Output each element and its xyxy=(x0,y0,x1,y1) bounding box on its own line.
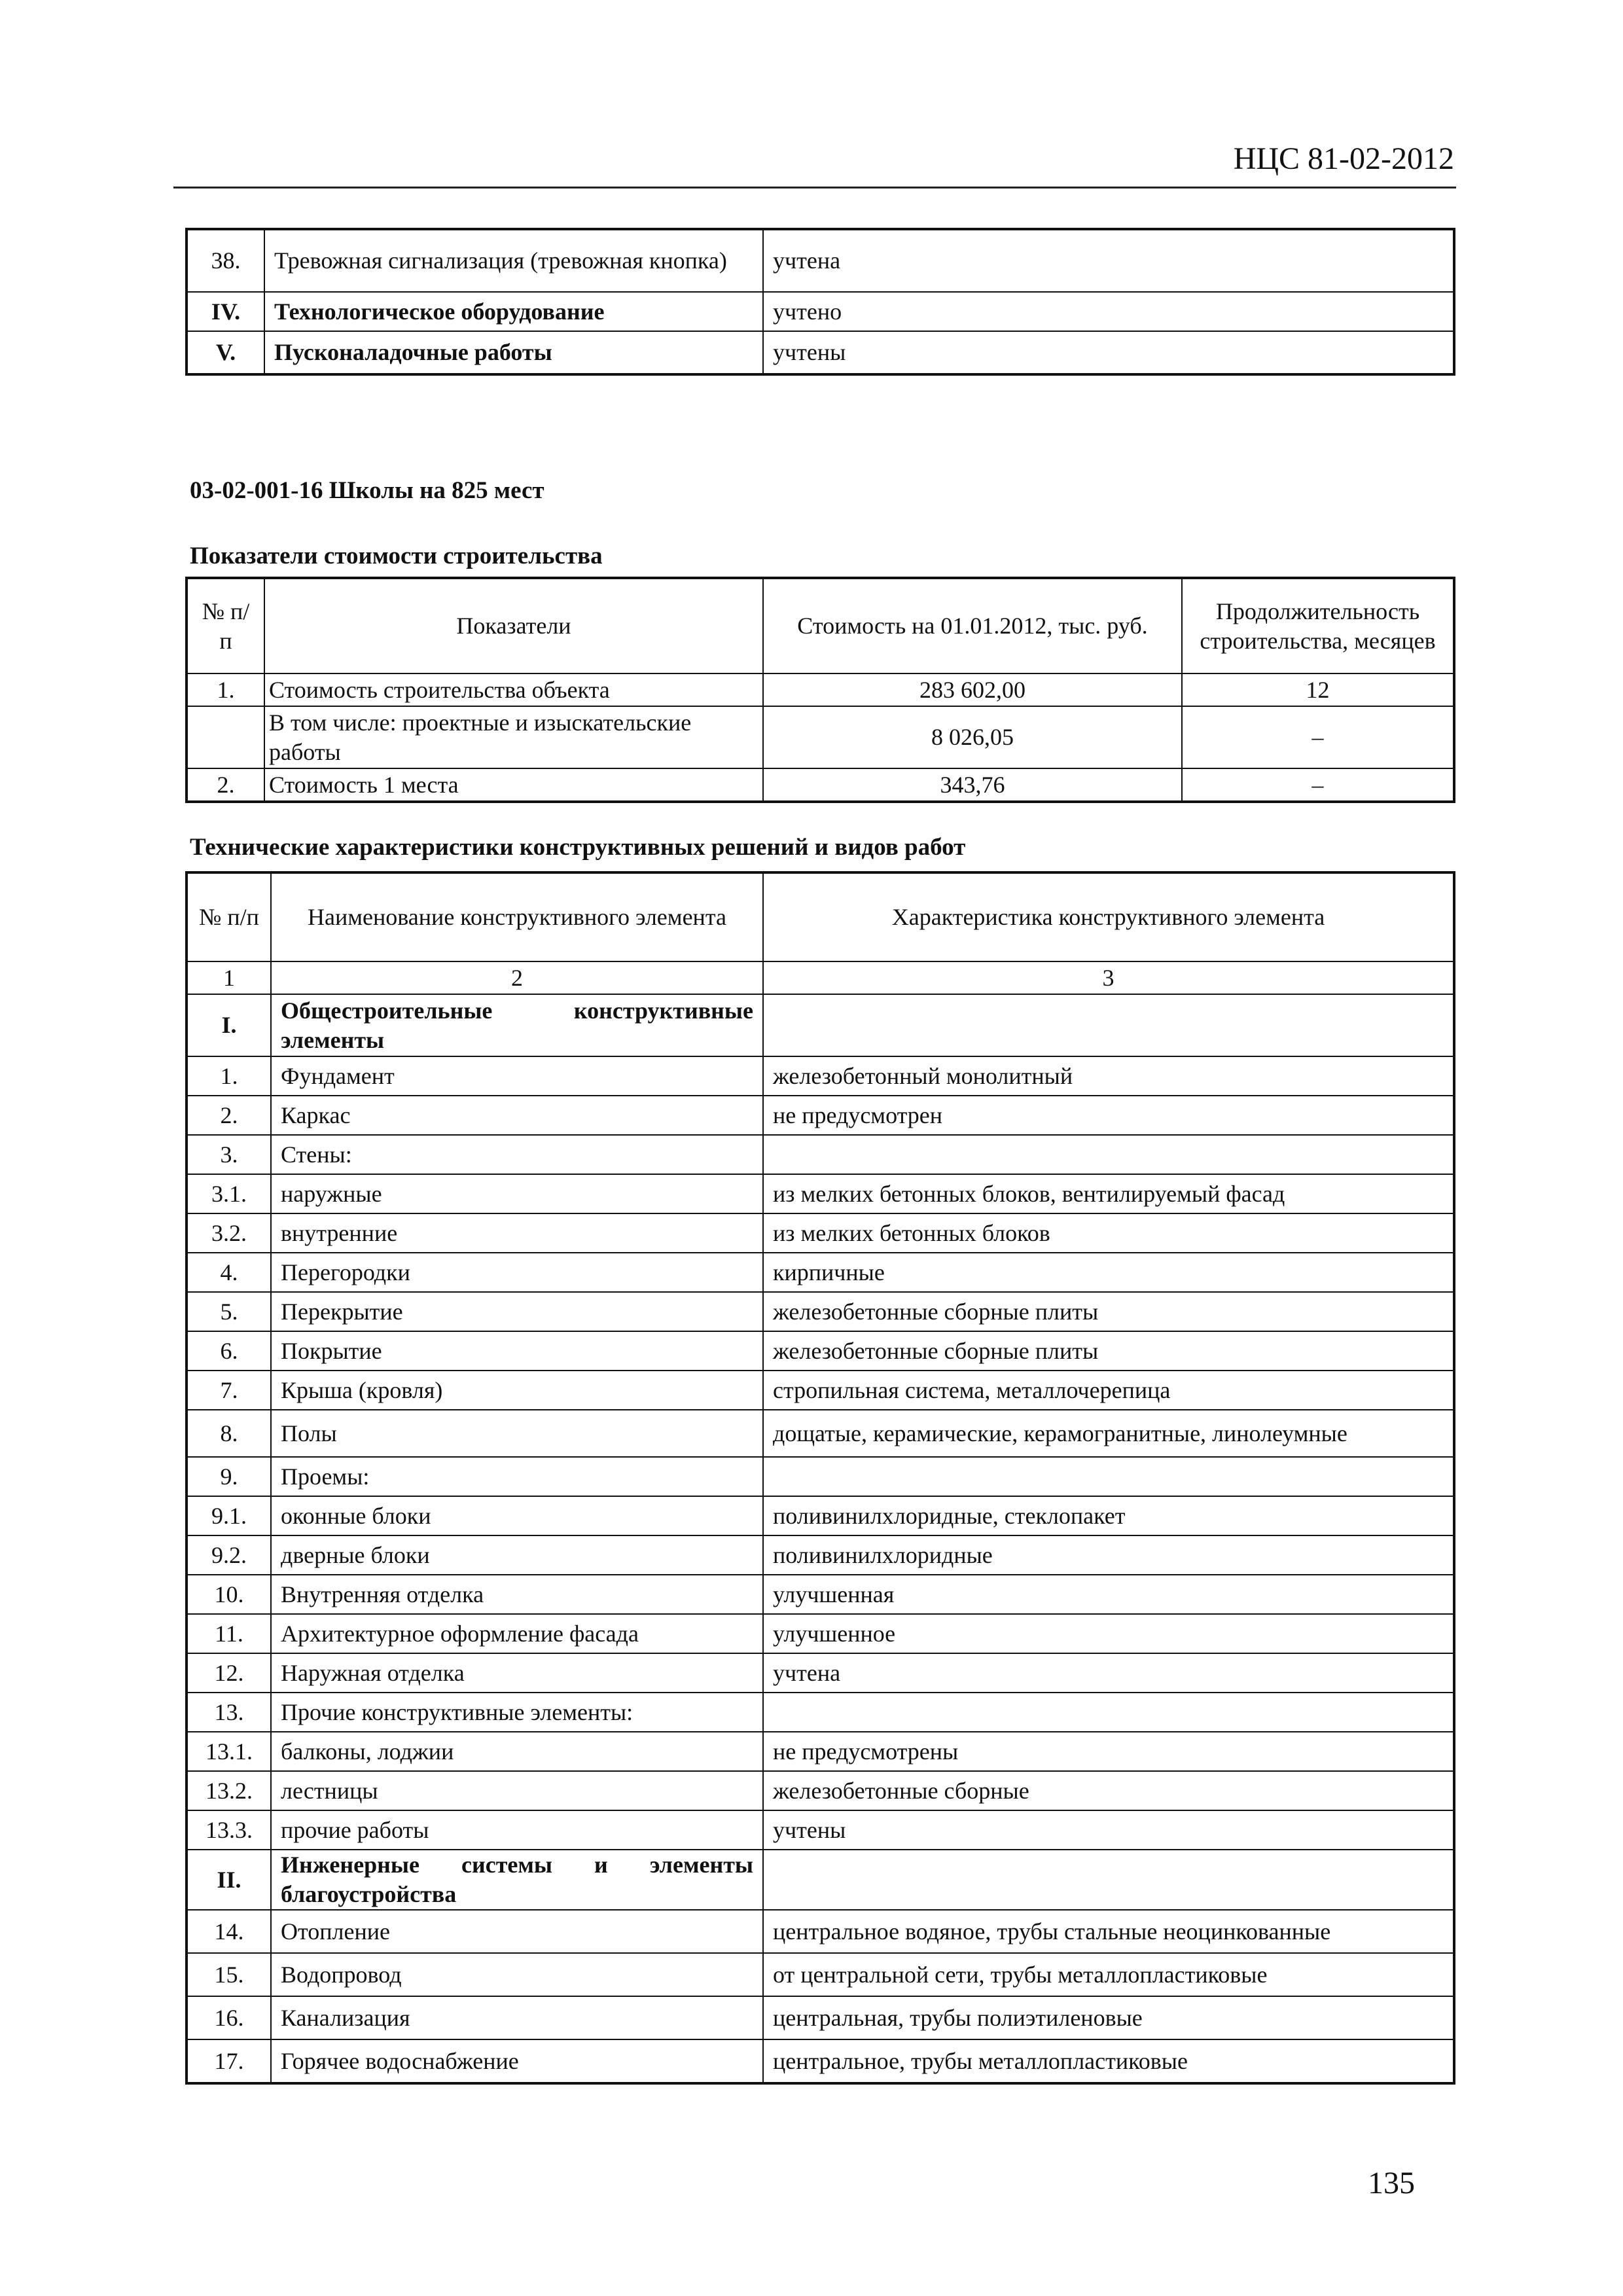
column-number-row xyxy=(187,961,1454,994)
row-characteristic: дощатые, керамические, керамогранитные, линолеумные xyxy=(763,1410,1454,1457)
table-row xyxy=(187,994,1454,1056)
row-characteristic xyxy=(763,1135,1454,1174)
row-number: V. xyxy=(187,331,264,374)
table-row xyxy=(187,1213,1454,1253)
table-header-row xyxy=(187,579,1454,673)
row-name: Горячее водоснабжение xyxy=(271,2039,763,2083)
row-cost: 343,76 xyxy=(763,768,1182,801)
table-row xyxy=(187,1996,1454,2039)
section-title: 03-02-001-16 Школы на 825 мест xyxy=(190,477,544,504)
row-name: Стены: xyxy=(271,1135,763,1174)
row-characteristic xyxy=(763,1850,1454,1910)
row-characteristic xyxy=(763,1693,1454,1732)
row-number: 17. xyxy=(187,2039,271,2083)
row-number: 9.2. xyxy=(187,1535,271,1575)
tech-table-heading: Технические характеристики конструктивных решений и видов работ xyxy=(190,834,966,861)
table-row xyxy=(187,1331,1454,1371)
row-number: 13. xyxy=(187,1693,271,1732)
row-number: 6. xyxy=(187,1331,271,1371)
column-number: 3 xyxy=(763,961,1454,994)
row-name: Полы xyxy=(271,1410,763,1457)
table-row xyxy=(187,1292,1454,1331)
header-rule xyxy=(173,187,1456,188)
row-name: Архитектурное оформление фасада xyxy=(271,1614,763,1653)
row-number: 13.3. xyxy=(187,1810,271,1850)
cost-table-heading: Показатели стоимости строительства xyxy=(190,543,603,569)
row-number: 14. xyxy=(187,1910,271,1953)
row-number: 13.2. xyxy=(187,1771,271,1810)
table-row xyxy=(187,1056,1454,1096)
row-value: учтено xyxy=(763,292,1454,331)
row-characteristic: улучшенная xyxy=(763,1575,1454,1614)
tech-table-body xyxy=(187,994,1454,2083)
table-row xyxy=(187,1253,1454,1292)
column-number: 1 xyxy=(187,961,271,994)
table-row xyxy=(187,1457,1454,1496)
table-row xyxy=(187,2039,1454,2083)
row-characteristic: учтена xyxy=(763,1653,1454,1693)
row-number: 9.1. xyxy=(187,1496,271,1535)
header-num: № п/п xyxy=(187,873,271,961)
row-characteristic: из мелких бетонных блоков, вентилируемый фасад xyxy=(763,1174,1454,1213)
table-row xyxy=(187,1693,1454,1732)
table-header-row xyxy=(187,873,1454,961)
continued-table xyxy=(187,229,1454,374)
row-name: Технологическое оборудование xyxy=(264,292,763,331)
row-number: 15. xyxy=(187,1953,271,1996)
row-name: Перегородки xyxy=(271,1253,763,1292)
header-duration: Продолжительность строительства, месяцев xyxy=(1182,579,1454,673)
table-row xyxy=(187,706,1454,768)
row-number: 1. xyxy=(187,673,264,706)
row-number: 3.1. xyxy=(187,1174,271,1213)
row-cost: 283 602,00 xyxy=(763,673,1182,706)
row-name: наружные xyxy=(271,1174,763,1213)
table-row xyxy=(187,1135,1454,1174)
table-row xyxy=(187,768,1454,801)
table-row xyxy=(187,1496,1454,1535)
row-number: 2. xyxy=(187,768,264,801)
row-number: 13.1. xyxy=(187,1732,271,1771)
table-row xyxy=(187,230,1454,292)
row-characteristic: железобетонные сборные плиты xyxy=(763,1292,1454,1331)
row-name: оконные блоки xyxy=(271,1496,763,1535)
row-duration: 12 xyxy=(1182,673,1454,706)
row-number xyxy=(187,706,264,768)
row-number: I. xyxy=(187,994,271,1056)
row-name: Тревожная сигнализация (тревожная кнопка) xyxy=(264,230,763,292)
table-row xyxy=(187,292,1454,331)
row-name: Проемы: xyxy=(271,1457,763,1496)
tech-table xyxy=(187,872,1454,2083)
table-row xyxy=(187,1096,1454,1135)
column-number: 2 xyxy=(271,961,763,994)
row-characteristic: центральное водяное, трубы стальные неоцинкованные xyxy=(763,1910,1454,1953)
row-number: 2. xyxy=(187,1096,271,1135)
row-number: 38. xyxy=(187,230,264,292)
page-number: 135 xyxy=(1368,2166,1415,2200)
row-number: IV. xyxy=(187,292,264,331)
row-name: Стоимость строительства объекта xyxy=(264,673,763,706)
row-duration: – xyxy=(1182,706,1454,768)
table-row xyxy=(187,1910,1454,1953)
row-name: лестницы xyxy=(271,1771,763,1810)
table-row xyxy=(187,1174,1454,1213)
header-num: № п/п xyxy=(187,579,264,673)
header-name: Наименование конструктивного элемента xyxy=(271,873,763,961)
row-name: внутренние xyxy=(271,1213,763,1253)
row-name: Водопровод xyxy=(271,1953,763,1996)
table-row xyxy=(187,1953,1454,1996)
row-name: Прочие конструктивные элементы: xyxy=(271,1693,763,1732)
row-duration: – xyxy=(1182,768,1454,801)
table-row xyxy=(187,1535,1454,1575)
row-name: прочие работы xyxy=(271,1810,763,1850)
table-row xyxy=(187,1614,1454,1653)
row-name: Перекрытие xyxy=(271,1292,763,1331)
row-name: Внутренняя отделка xyxy=(271,1575,763,1614)
row-characteristic: не предусмотрены xyxy=(763,1732,1454,1771)
row-number: 3.2. xyxy=(187,1213,271,1253)
row-characteristic: поливинилхлоридные, стеклопакет xyxy=(763,1496,1454,1535)
header-characteristic: Характеристика конструктивного элемента xyxy=(763,873,1454,961)
row-name: Фундамент xyxy=(271,1056,763,1096)
row-number: 3. xyxy=(187,1135,271,1174)
table-row xyxy=(187,1732,1454,1771)
table-row xyxy=(187,331,1454,374)
row-name: Отопление xyxy=(271,1910,763,1953)
row-characteristic: не предусмотрен xyxy=(763,1096,1454,1135)
row-number: II. xyxy=(187,1850,271,1910)
row-name: балконы, лоджии xyxy=(271,1732,763,1771)
row-name: Общестроительные конструктивные элементы xyxy=(271,994,763,1056)
row-characteristic: железобетонные сборные xyxy=(763,1771,1454,1810)
row-number: 5. xyxy=(187,1292,271,1331)
row-number: 9. xyxy=(187,1457,271,1496)
row-characteristic: железобетонные сборные плиты xyxy=(763,1331,1454,1371)
row-value: учтена xyxy=(763,230,1454,292)
row-cost: 8 026,05 xyxy=(763,706,1182,768)
row-name: Крыша (кровля) xyxy=(271,1371,763,1410)
row-characteristic: учтены xyxy=(763,1810,1454,1850)
row-name: Стоимость 1 места xyxy=(264,768,763,801)
table-row xyxy=(187,1575,1454,1614)
row-characteristic: кирпичные xyxy=(763,1253,1454,1292)
table-row xyxy=(187,1771,1454,1810)
table-row xyxy=(187,1653,1454,1693)
row-number: 10. xyxy=(187,1575,271,1614)
row-number: 16. xyxy=(187,1996,271,2039)
row-name: дверные блоки xyxy=(271,1535,763,1575)
row-number: 8. xyxy=(187,1410,271,1457)
row-name: Канализация xyxy=(271,1996,763,2039)
row-number: 12. xyxy=(187,1653,271,1693)
row-number: 11. xyxy=(187,1614,271,1653)
row-name: В том числе: проектные и изыскательские работы xyxy=(264,706,763,768)
row-characteristic: центральное, трубы металлопластиковые xyxy=(763,2039,1454,2083)
row-characteristic: железобетонный монолитный xyxy=(763,1056,1454,1096)
row-name: Пусконаладочные работы xyxy=(264,331,763,374)
document-code: НЦС 81-02-2012 xyxy=(1233,141,1454,176)
row-name: Каркас xyxy=(271,1096,763,1135)
row-number: 1. xyxy=(187,1056,271,1096)
header-name: Показатели xyxy=(264,579,763,673)
cost-table xyxy=(187,578,1454,802)
row-characteristic: из мелких бетонных блоков xyxy=(763,1213,1454,1253)
table-row xyxy=(187,673,1454,706)
header-cost: Стоимость на 01.01.2012, тыс. руб. xyxy=(763,579,1182,673)
row-characteristic: улучшенное xyxy=(763,1614,1454,1653)
row-characteristic: центральная, трубы полиэтиленовые xyxy=(763,1996,1454,2039)
row-name: Наружная отделка xyxy=(271,1653,763,1693)
table-row xyxy=(187,1850,1454,1910)
row-value: учтены xyxy=(763,331,1454,374)
row-number: 7. xyxy=(187,1371,271,1410)
row-characteristic: от центральной сети, трубы металлопластиковые xyxy=(763,1953,1454,1996)
table-row xyxy=(187,1410,1454,1457)
table-row xyxy=(187,1371,1454,1410)
row-characteristic xyxy=(763,994,1454,1056)
row-characteristic: стропильная система, металлочерепица xyxy=(763,1371,1454,1410)
row-name: Покрытие xyxy=(271,1331,763,1371)
row-number: 4. xyxy=(187,1253,271,1292)
row-characteristic xyxy=(763,1457,1454,1496)
row-name: Инженерные системы и элементы благоустройства xyxy=(271,1850,763,1910)
table-row xyxy=(187,1810,1454,1850)
row-characteristic: поливинилхлоридные xyxy=(763,1535,1454,1575)
